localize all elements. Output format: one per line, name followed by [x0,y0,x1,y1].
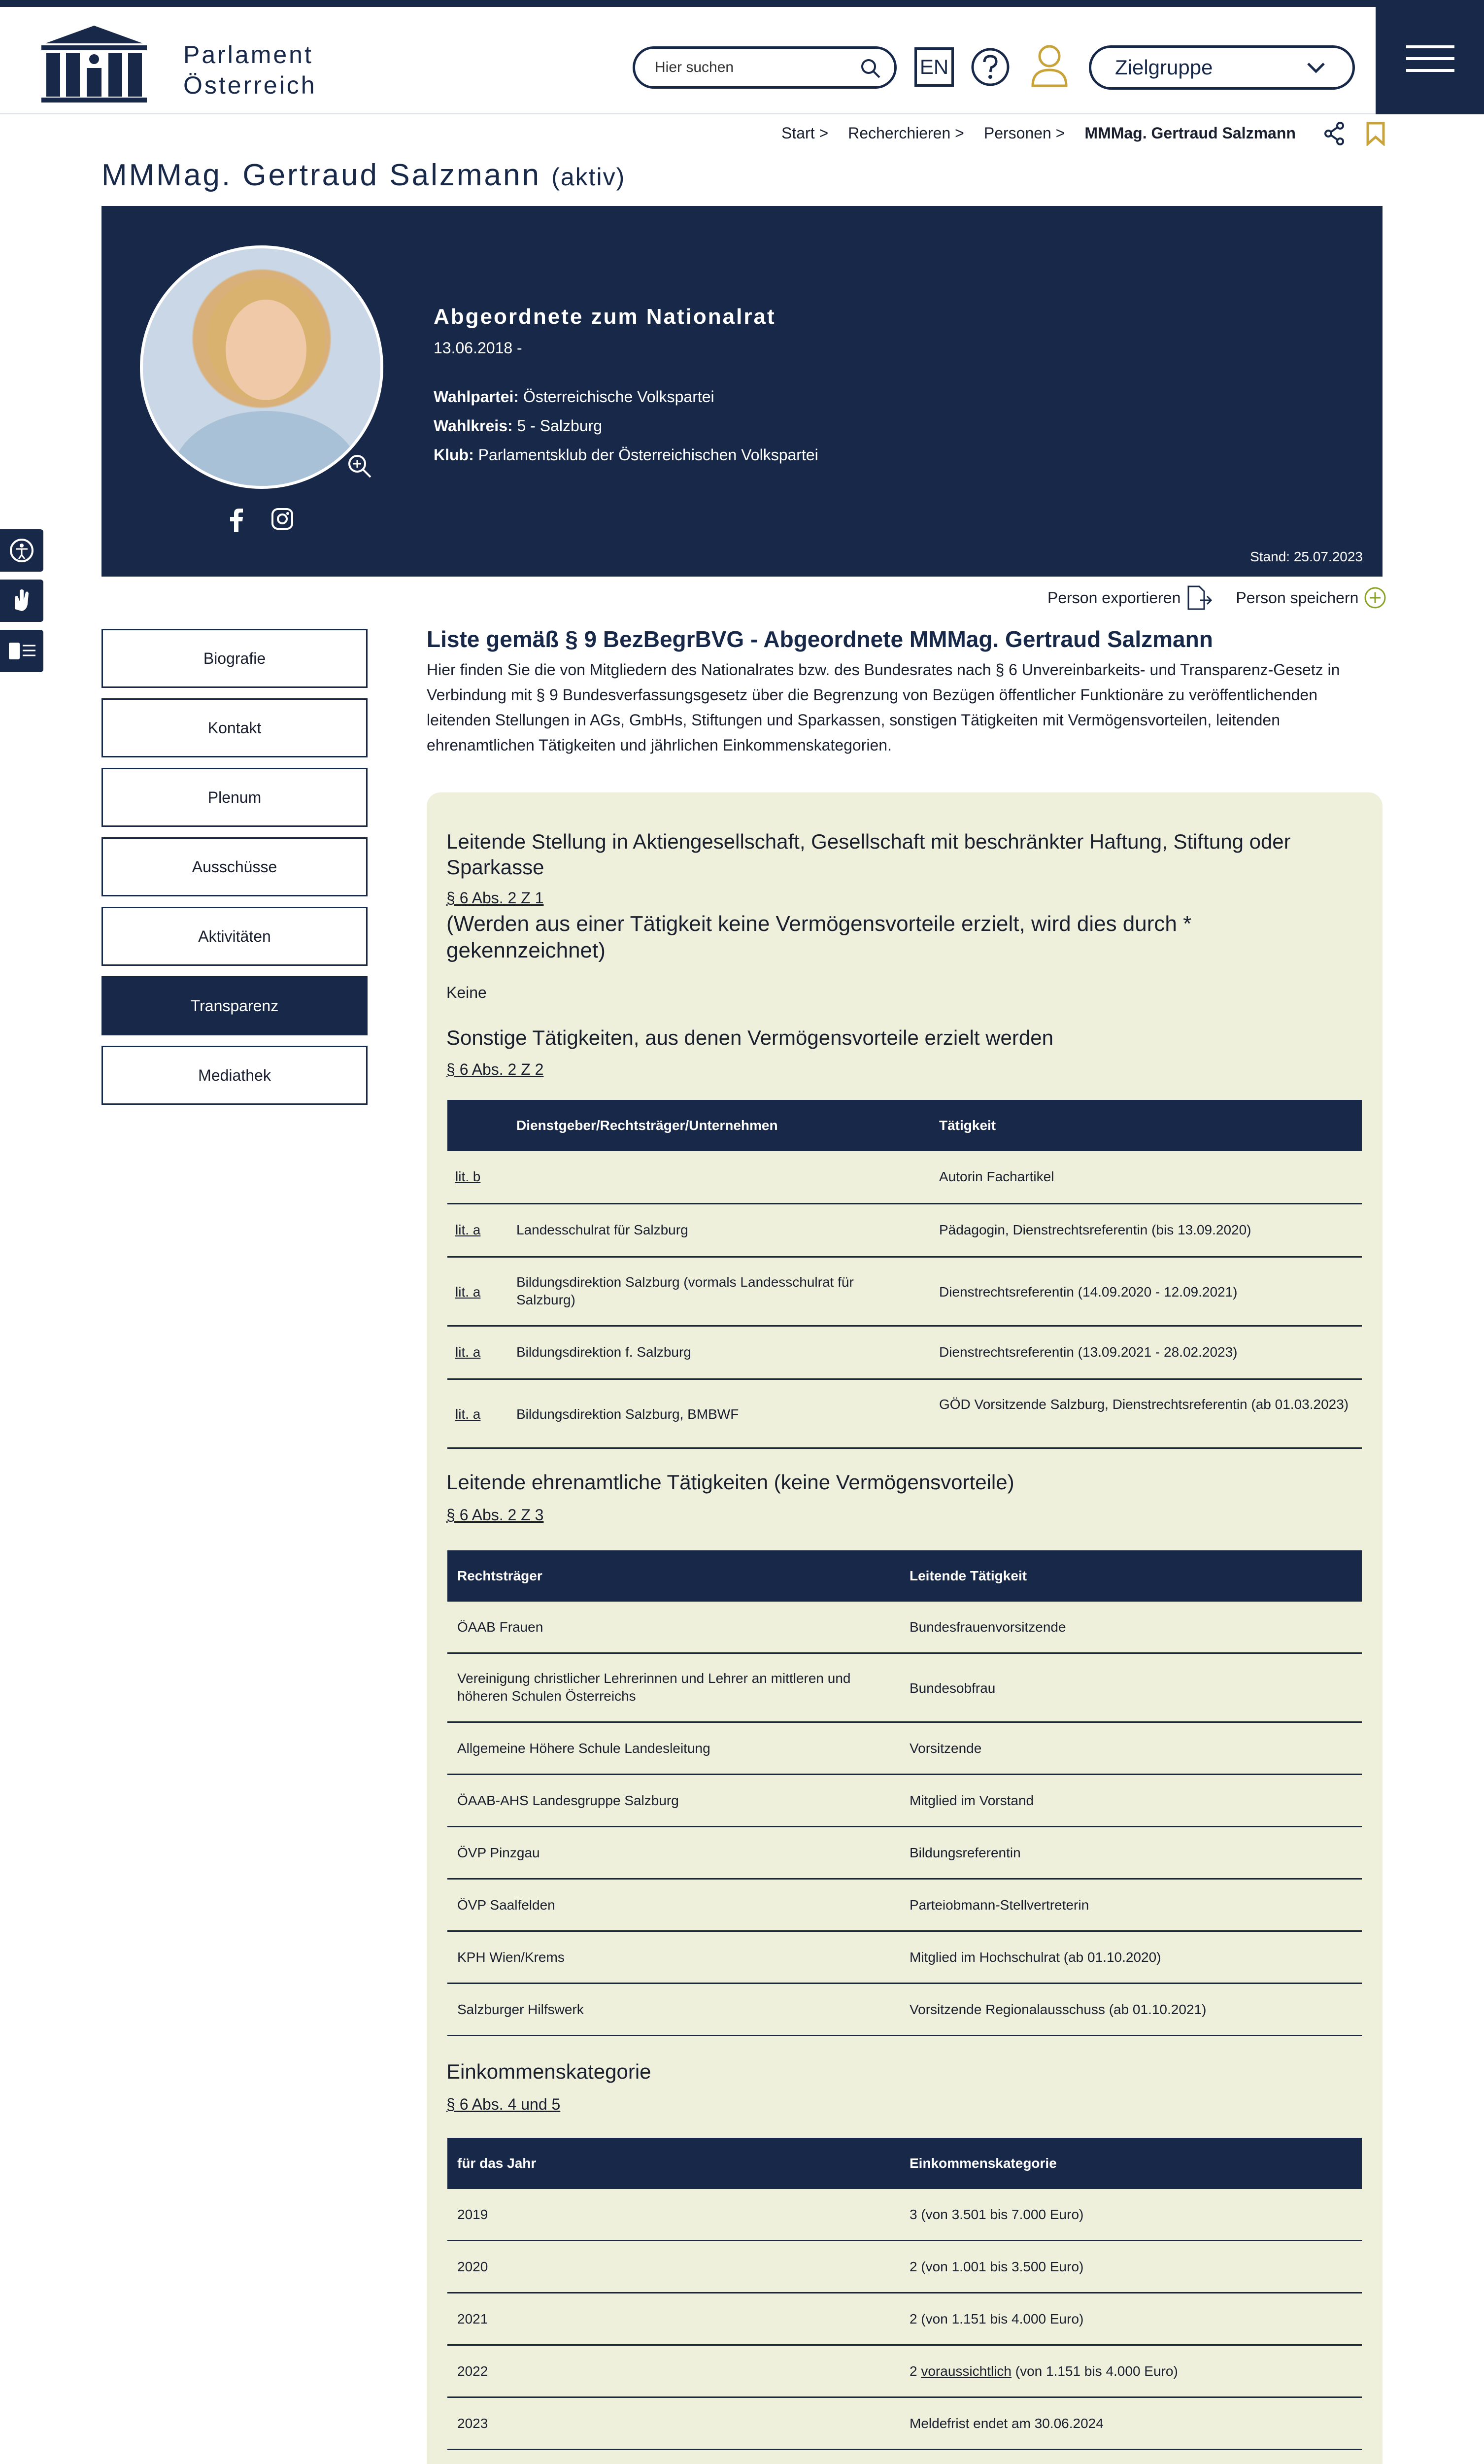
category-cell: 2 voraussichtlich (von 1.151 bis 4.000 Euro) [910,2363,1178,2379]
section-title: Liste gemäß § 9 BezBegrBVG - Abgeordnete MMMag. Gertraud Salzmann [427,626,1213,652]
table-row [447,2293,1362,2346]
year-cell: 2020 [457,2259,488,2274]
year-cell: 2019 [457,2207,488,2222]
breadcrumb-current: MMMag. Gertraud Salzmann [1084,124,1296,142]
header-year: für das Jahr [457,2156,537,2171]
sec4-title: Einkommenskategorie [446,2060,651,2083]
logo-text[interactable]: Parlament Österreich [183,41,317,99]
honorary-table [447,1550,1362,2036]
accessibility-icon [0,529,43,572]
instagram-icon[interactable] [271,508,294,530]
year-cell: 2023 [457,2416,488,2431]
year-cell: 2021 [457,2311,488,2327]
activity-cell: Bundesobfrau [910,1680,996,1696]
table-row [447,1380,1362,1449]
lit-link[interactable]: lit. a [455,1284,481,1300]
table-row [447,2189,1362,2241]
header-leitende-taetigkeit: Leitende Tätigkeit [910,1568,1027,1583]
activity-cell: Bildungsreferentin [910,1845,1021,1860]
accessibility-button[interactable] [0,529,43,572]
activity-cell: GÖD Vorsitzende Salzburg, Dienstrechtsreferentin (ab 01.03.2023) [939,1397,1349,1412]
nav-aktivitaeten[interactable]: Aktivitäten [101,907,368,966]
export-icon[interactable] [1185,584,1212,611]
table-header [447,2138,1362,2189]
lit-link[interactable]: lit. b [455,1169,481,1184]
transparency-card [427,792,1383,2464]
help-icon[interactable] [970,46,1011,88]
klub-row: Klub: Parlamentsklub der Österreichischen Volkspartei [434,446,818,464]
table-row [447,1654,1362,1723]
breadcrumb [781,124,1296,142]
sec3-law-link[interactable]: § 6 Abs. 2 Z 3 [446,1506,544,1524]
chevron-down-icon [1306,61,1326,74]
header-rechtstraeger: Rechtsträger [457,1568,542,1583]
nav-biografie[interactable]: Biografie [101,629,368,688]
table-row [447,1932,1362,1984]
org-cell: Landesschulrat für Salzburg [516,1222,688,1237]
activity-cell: Dienstrechtsreferentin (14.09.2020 - 12.09.2021) [939,1284,1238,1300]
org-cell: ÖVP Pinzgau [457,1845,540,1860]
org-cell: Bildungsdirektion f. Salzburg [516,1344,691,1360]
activity-cell: Bundesfrauenvorsitzende [910,1619,1066,1635]
main-content [427,626,1383,758]
mandate-date: 13.06.2018 - [434,339,522,357]
sec3-title: Leitende ehrenamtliche Tätigkeiten (keine Vermögensvorteile) [446,1471,1014,1494]
table-row [447,2398,1362,2450]
sec1-note: (Werden aus einer Tätigkeit keine Vermögensvorteile erzielt, wird dies durch * gekennzeichnet) [446,912,1192,962]
bookmark-icon[interactable] [1366,121,1385,146]
table-row [447,1258,1362,1327]
add-icon[interactable] [1363,586,1387,610]
activity-cell: Autorin Fachartikel [939,1169,1054,1184]
save-person-link[interactable]: Person speichern [1236,588,1359,607]
voraussichtlich-link[interactable]: voraussichtlich [921,2363,1012,2379]
sign-language-button[interactable] [0,580,43,622]
category-cell: Meldefrist endet am 30.06.2024 [910,2416,1104,2431]
sec1-law-link[interactable]: § 6 Abs. 2 Z 1 [446,889,544,907]
profile-card [101,206,1383,577]
nav-plenum[interactable]: Plenum [101,768,368,827]
menu-button[interactable] [1376,0,1484,114]
mandate-title: Abgeordnete zum Nationalrat [434,305,776,329]
easy-language-icon [0,630,43,672]
nav-ausschuesse[interactable]: Ausschüsse [101,837,368,896]
year-cell: 2022 [457,2363,488,2379]
table-row [447,1880,1362,1932]
table-header [447,1100,1362,1151]
activity-cell: Mitglied im Vorstand [910,1793,1034,1808]
income-table [447,2138,1362,2450]
zoom-icon[interactable] [347,453,372,479]
nav-mediathek[interactable]: Mediathek [101,1046,368,1105]
section-description: Hier finden Sie die von Mitgliedern des Nationalrates bzw. des Bundesrates nach § 6 Unvereinbarkeits- und Transparenz-Gesetz in Verbindung mit § 9 Bundesverfassungsgesetz über die Begrenzung von Bezügen öffentlicher Funktionäre zu veröffentlichenden leitenden Stellungen in AGs, GmbHs, Stiftungen und Sparkassen, sonstigen Tätigkeiten mit Vermögensvorteilen, leitenden ehrenamtlichen Tätigkeiten und jährlichen Einkommenskategorien. [427,661,1340,754]
org-cell: Allgemeine Höhere Schule Landesleitung [457,1741,710,1756]
zielgruppe-select[interactable]: Zielgruppe [1089,45,1355,90]
org-cell: Bildungsdirektion Salzburg (vormals Landesschulrat für Salzburg) [516,1274,854,1307]
category-cell: 2 (von 1.001 bis 3.500 Euro) [910,2259,1084,2274]
sign-language-icon [0,580,43,622]
sec4-law-link[interactable]: § 6 Abs. 4 und 5 [446,2095,561,2113]
header-activity: Tätigkeit [939,1118,996,1133]
share-icon[interactable] [1323,121,1346,146]
table-row [447,2241,1362,2293]
lit-link[interactable]: lit. a [455,1406,481,1422]
nav-transparenz[interactable]: Transparenz [101,976,368,1035]
search-box[interactable] [633,46,897,89]
activity-cell: Vorsitzende Regionalausschuss (ab 01.10.2021) [910,2002,1207,2017]
header-category: Einkommenskategorie [910,2156,1057,2171]
profile-photo [140,245,383,489]
user-icon[interactable] [1030,43,1069,88]
parliament-logo[interactable] [41,24,147,103]
org-cell: KPH Wien/Krems [457,1950,565,1965]
org-cell: ÖAAB-AHS Landesgruppe Salzburg [457,1793,679,1808]
activity-cell: Pädagogin, Dienstrechtsreferentin (bis 13.09.2020) [939,1222,1251,1237]
easy-language-button[interactable] [0,630,43,672]
table-row [447,1984,1362,2036]
category-cell: 2 (von 1.151 bis 4.000 Euro) [910,2311,1084,2327]
sec1-title: Leitende Stellung in Aktiengesellschaft, Gesellschaft mit beschränkter Haftung, Stiftung oder Sparkasse [446,830,1291,879]
table-row [447,2346,1362,2398]
wahlkreis-row: Wahlkreis: 5 - Salzburg [434,417,603,435]
org-cell: Salzburger Hilfswerk [457,2002,584,2017]
lit-link[interactable]: lit. a [455,1222,481,1237]
activities-table [447,1100,1362,1449]
table-row [447,1327,1362,1380]
table-row [447,1151,1362,1204]
table-header [447,1550,1362,1602]
activity-cell: Mitglied im Hochschulrat (ab 01.10.2020) [910,1950,1161,1965]
activity-cell: Dienstrechtsreferentin (13.09.2021 - 28.02.2023) [939,1344,1238,1360]
sec2-law-link[interactable]: § 6 Abs. 2 Z 2 [446,1061,544,1078]
header-org: Dienstgeber/Rechtsträger/Unternehmen [516,1118,778,1133]
sec1-value: Keine [446,984,487,1001]
table-row [447,1602,1362,1654]
lit-link[interactable]: lit. a [455,1344,481,1360]
activity-cell: Parteiobmann-Stellvertreterin [910,1897,1089,1913]
profile-actions [1047,584,1387,611]
nav-kontakt[interactable]: Kontakt [101,698,368,757]
breadcrumb-start[interactable]: Start > [781,124,829,142]
search-icon[interactable] [860,58,881,79]
stand-date: Stand: 25.07.2023 [1250,549,1363,564]
table-row [447,1723,1362,1775]
org-cell: ÖAAB Frauen [457,1619,543,1635]
org-cell: Bildungsdirektion Salzburg, BMBWF [516,1406,739,1422]
sec2-title: Sonstige Tätigkeiten, aus denen Vermögensvorteile erzielt werden [446,1026,1053,1049]
export-person-link[interactable]: Person exportieren [1047,588,1181,607]
site-header [0,7,1484,114]
table-row [447,1204,1362,1258]
activity-cell: Vorsitzende [910,1741,982,1756]
breadcrumb-recherchieren[interactable]: Recherchieren > [848,124,964,142]
breadcrumb-personen[interactable]: Personen > [983,124,1065,142]
language-switch[interactable]: EN [914,47,954,87]
page-title: MMMag. Gertraud Salzmann (aktiv) [101,158,626,192]
top-stripe [0,0,1484,7]
table-row [447,1827,1362,1880]
search-input[interactable] [655,58,862,77]
wahlpartei-row: Wahlpartei: Österreichische Volkspartei [434,388,714,406]
category-cell: 3 (von 3.501 bis 7.000 Euro) [910,2207,1084,2222]
org-cell: Vereinigung christlicher Lehrerinnen und Lehrer an mittleren und höheren Schulen Österreichs [457,1671,851,1704]
facebook-icon[interactable] [229,509,243,532]
table-row [447,1775,1362,1827]
org-cell: ÖVP Saalfelden [457,1897,555,1913]
side-navigation [101,629,368,1115]
profile-info [434,305,818,464]
